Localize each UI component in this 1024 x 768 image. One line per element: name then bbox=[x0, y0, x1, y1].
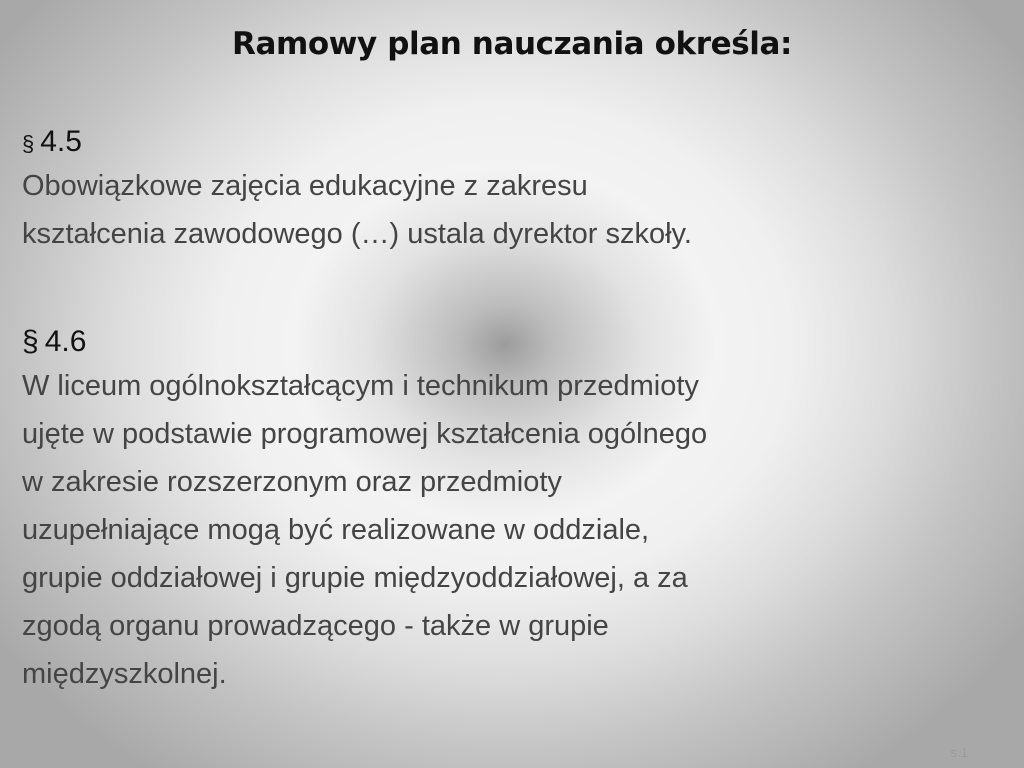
text-line: kształcenia zawodowego (…) ustala dyrektor szkoły. bbox=[22, 218, 692, 250]
section-heading bbox=[22, 322, 1002, 362]
text-line: grupie oddziałowej i grupie międzyoddziałowej, a za bbox=[22, 562, 688, 594]
section-text bbox=[22, 362, 1002, 698]
section-4-6 bbox=[22, 322, 1002, 698]
paragraph-sign: § bbox=[22, 131, 35, 156]
section-number: 4.5 bbox=[40, 125, 82, 158]
section-number: 4.6 bbox=[44, 325, 87, 358]
paragraph-sign: § bbox=[22, 325, 39, 358]
text-line: zgodą organu prowadzącego - także w grupie bbox=[22, 610, 609, 642]
slide-title: Ramowy plan nauczania określa: bbox=[231, 26, 793, 62]
text-line: w zakresie rozszerzonym oraz przedmioty bbox=[22, 466, 562, 498]
text-line: uzupełniające mogą być realizowane w oddziale, bbox=[22, 514, 650, 546]
text-line: międzyszkolnej. bbox=[22, 658, 227, 690]
section-text bbox=[22, 162, 1002, 258]
text-line: W liceum ogólnokształcącym i technikum przedmioty bbox=[22, 370, 699, 402]
section-4-5 bbox=[22, 122, 1002, 258]
text-line: ujęte w podstawie programowej kształcenia ogólnego bbox=[22, 418, 708, 450]
text-line: Obowiązkowe zajęcia edukacyjne z zakresu bbox=[22, 170, 588, 202]
slide-number: s.1 bbox=[950, 745, 968, 760]
section-heading bbox=[22, 122, 1002, 162]
